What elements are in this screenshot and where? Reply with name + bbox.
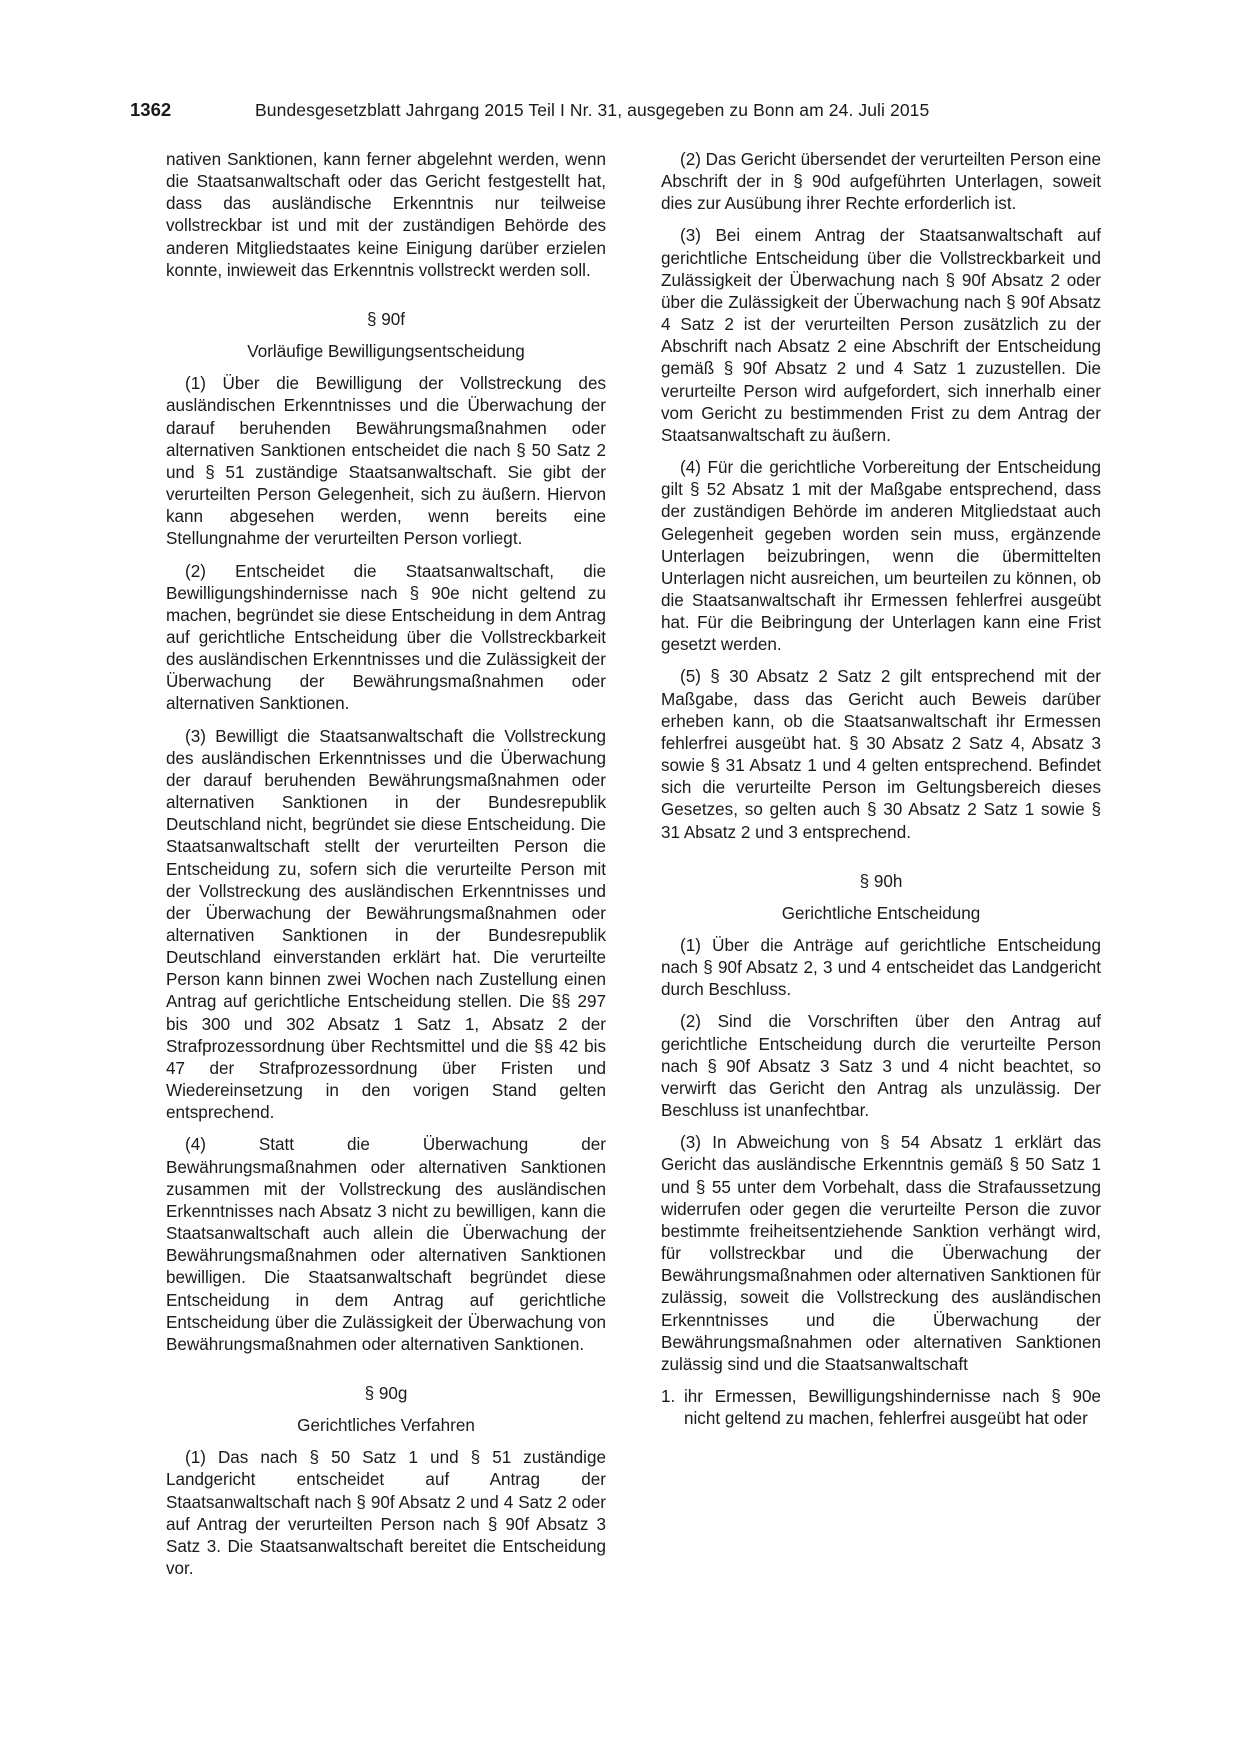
section-title-90h: Gerichtliche Entscheidung [781, 903, 981, 923]
page-number: 1362 [130, 99, 172, 120]
paragraph-90f-3: (3) Bewilligt die Staatsanwaltschaft die Vollstreckung des ausländischen Erkenntnisses und die Überwachung der darauf beruhenden Bewährungsmaßnahmen oder alternativen Sanktionen in der Bundesrepublik Deutschland nicht, begründet sie diese Entscheidung. Die Staatsanwaltschaft stellt der verurteilten Person die Entscheidung zu, sofern sich die verurteilte Person mit der Vollstreckung des ausländischen Erkenntnisses und der Überwachung der Bewährungsmaßnahmen oder alternativen Sanktionen in der Bundesrepublik Deutschland einverstanden erklärt hat. Die verurteilte Person kann binnen zwei Wochen nach Zustellung einen Antrag auf gerichtliche Entscheidung stellen. Die §§ 297 bis 300 und 302 Absatz 1 Satz 1, Absatz 2 der Strafprozessordnung über Rechtsmittel und die §§ 42 bis 47 der Strafprozessordnung über Fristen und Wiedereinsetzung in den vorigen Stand gelten entsprechend. [166, 726, 606, 1123]
list-item-text: ihr Ermessen, Bewilligungshindernisse nach § 90e nicht geltend zu machen, fehlerfrei ausgeübt hat oder [684, 1386, 1101, 1429]
paragraph-90g-1: (1) Das nach § 50 Satz 1 und § 51 zuständige Landgericht entscheidet auf Antrag der Staatsanwaltschaft nach § 90f Absatz 2 und 4 Satz 2 oder auf Antrag der verurteilten Person nach § 90f Absatz 3 Satz 3. Die Staatsanwaltschaft bereitet die Entscheidung vor. [166, 1448, 606, 1579]
continued-paragraph: nativen Sanktionen, kann ferner abgelehnt werden, wenn die Staatsanwaltschaft oder das Gericht festgestellt hat, dass das ausländische Erkenntnis nur teilweise vollstreckbar ist und mit der zuständigen Behörde des anderen Mitgliedstaates keine Einigung darüber erzielen konnte, inwieweit das Erkenntnis vollstreckt werden soll. [166, 150, 606, 280]
paragraph-90h-1: (1) Über die Anträge auf gerichtliche Entscheidung nach § 90f Absatz 2, 3 und 4 entscheidet das Landgericht durch Beschluss. [661, 936, 1101, 1000]
section-title-90g: Gerichtliches Verfahren [297, 1416, 475, 1436]
section-title-90f: Vorläufige Bewilligungsentscheidung [247, 342, 525, 362]
paragraph-90g-2: (2) Das Gericht übersendet der verurteilten Person eine Abschrift der in § 90d aufgeführten Unterlagen, soweit dies zur Ausübung ihrer Rechte erforderlich ist. [661, 150, 1101, 214]
page-header [130, 99, 1110, 121]
list-marker: 1. [661, 1386, 676, 1406]
left-column [166, 149, 606, 1590]
section-number-90g: § 90g [364, 1383, 408, 1403]
paragraph-90g-5: (5) § 30 Absatz 2 Satz 2 gilt entsprechend mit der Maßgabe, dass das Gericht auch Beweis darüber erheben kann, ob die Staatsanwaltschaft ihr Ermessen fehlerfrei ausgeübt hat. § 30 Absatz 2 Satz 4, Absatz 3 sowie § 31 Absatz 1 und 4 gelten entsprechend. Befindet sich die verurteilte Person im Geltungsbereich dieses Gesetzes, so gelten auch § 30 Absatz 2 Satz 1 sowie § 31 Absatz 2 und 3 entsprechend. [661, 667, 1101, 842]
paragraph-90h-3: (3) In Abweichung von § 54 Absatz 1 erklärt das Gericht das ausländische Erkenntnis gemäß § 50 Satz 1 und § 55 unter dem Vorbehalt, dass die Strafaussetzung widerrufen oder gegen die verurteilte Person die zuvor bestimmte freiheitsentziehende Sanktion verhängt wird, für vollstreckbar und die Überwachung der Bewährungsmaßnahmen oder alternativen Sanktionen für zulässig, soweit die Vollstreckung des ausländischen Erkenntnisses und die Überwachung der Bewährungsmaßnahmen oder alternativen Sanktionen zulässig sind und die Staatsanwaltschaft [661, 1133, 1101, 1374]
right-column [661, 149, 1101, 1440]
paragraph-90g-3: (3) Bei einem Antrag der Staatsanwaltschaft auf gerichtliche Entscheidung über die Vollstreckbarkeit und Zulässigkeit der Überwachung nach § 90f Absatz 2 oder über die Zulässigkeit der Überwachung nach § 90f Absatz 4 Satz 2 ist der verurteilten Person zusätzlich zu der Abschrift nach Absatz 2 eine Abschrift der Entscheidung gemäß § 90f Absatz 2 und 4 Satz 1 zuzustellen. Die verurteilte Person wird aufgefordert, sich innerhalb einer vom Gericht zu bestimmenden Frist zu dem Antrag der Staatsanwaltschaft zu äußern. [661, 226, 1101, 445]
section-number-90h: § 90h [859, 871, 903, 891]
paragraph-90f-1: (1) Über die Bewilligung der Vollstreckung des ausländischen Erkenntnisses und die Überwachung der darauf beruhenden Bewährungsmaßnahmen oder alternativen Sanktionen entscheidet die nach § 50 Satz 2 und § 51 zuständige Staatsanwaltschaft. Sie gibt der verurteilten Person Gelegenheit, sich zu äußern. Hiervon kann abgesehen werden, wenn bereits eine Stellungnahme der verurteilten Person vorliegt. [166, 374, 606, 549]
paragraph-90f-2: (2) Entscheidet die Staatsanwaltschaft, die Bewilligungshindernisse nach § 90e nicht geltend zu machen, begründet sie diese Entscheidung in dem Antrag auf gerichtliche Entscheidung über die Vollstreckbarkeit des ausländischen Erkenntnisses und die Zulässigkeit der Überwachung der Bewährungsmaßnahmen oder alternativen Sanktionen. [166, 561, 606, 714]
paragraph-90g-4: (4) Für die gerichtliche Vorbereitung der Entscheidung gilt § 52 Absatz 1 mit der Maßgabe entsprechend, dass der zuständigen Behörde im anderen Mitgliedstaat auch Gelegenheit gegeben worden sein muss, ergänzende Unterlagen beizubringen, wenn die übermittelten Unterlagen nicht ausreichen, um beurteilen zu können, ob die Staatsanwaltschaft ihr Ermessen fehlerfrei ausgeübt hat. Für die Beibringung der Unterlagen kann eine Frist gesetzt werden. [661, 458, 1101, 655]
section-number-90f: § 90f [366, 309, 406, 329]
gazette-title: Bundesgesetzblatt Jahrgang 2015 Teil I Nr. 31, ausgegeben zu Bonn am 24. Juli 2015 [255, 100, 930, 120]
paragraph-90f-4: (4) Statt die Überwachung der Bewährungsmaßnahmen oder alternativen Sanktionen zusammen mit der Vollstreckung des ausländischen Erkenntnisses nach Absatz 3 nicht zu bewilligen, kann die Staatsanwaltschaft auch allein die Überwachung der Bewährungsmaßnahmen oder alternativen Sanktionen bewilligen. Die Staatsanwaltschaft begründet diese Entscheidung in dem Antrag auf gerichtliche Entscheidung über die Zulässigkeit der Überwachung von Bewährungsmaßnahmen oder alternativen Sanktionen. [166, 1135, 606, 1354]
list-item [661, 1386, 1101, 1430]
paragraph-90h-2: (2) Sind die Vorschriften über den Antrag auf gerichtliche Entscheidung durch die verurteilte Person nach § 90f Absatz 3 Satz 3 und 4 nicht beachtet, so verwirft das Gericht den Antrag als unzulässig. Der Beschluss ist unanfechtbar. [661, 1012, 1101, 1121]
